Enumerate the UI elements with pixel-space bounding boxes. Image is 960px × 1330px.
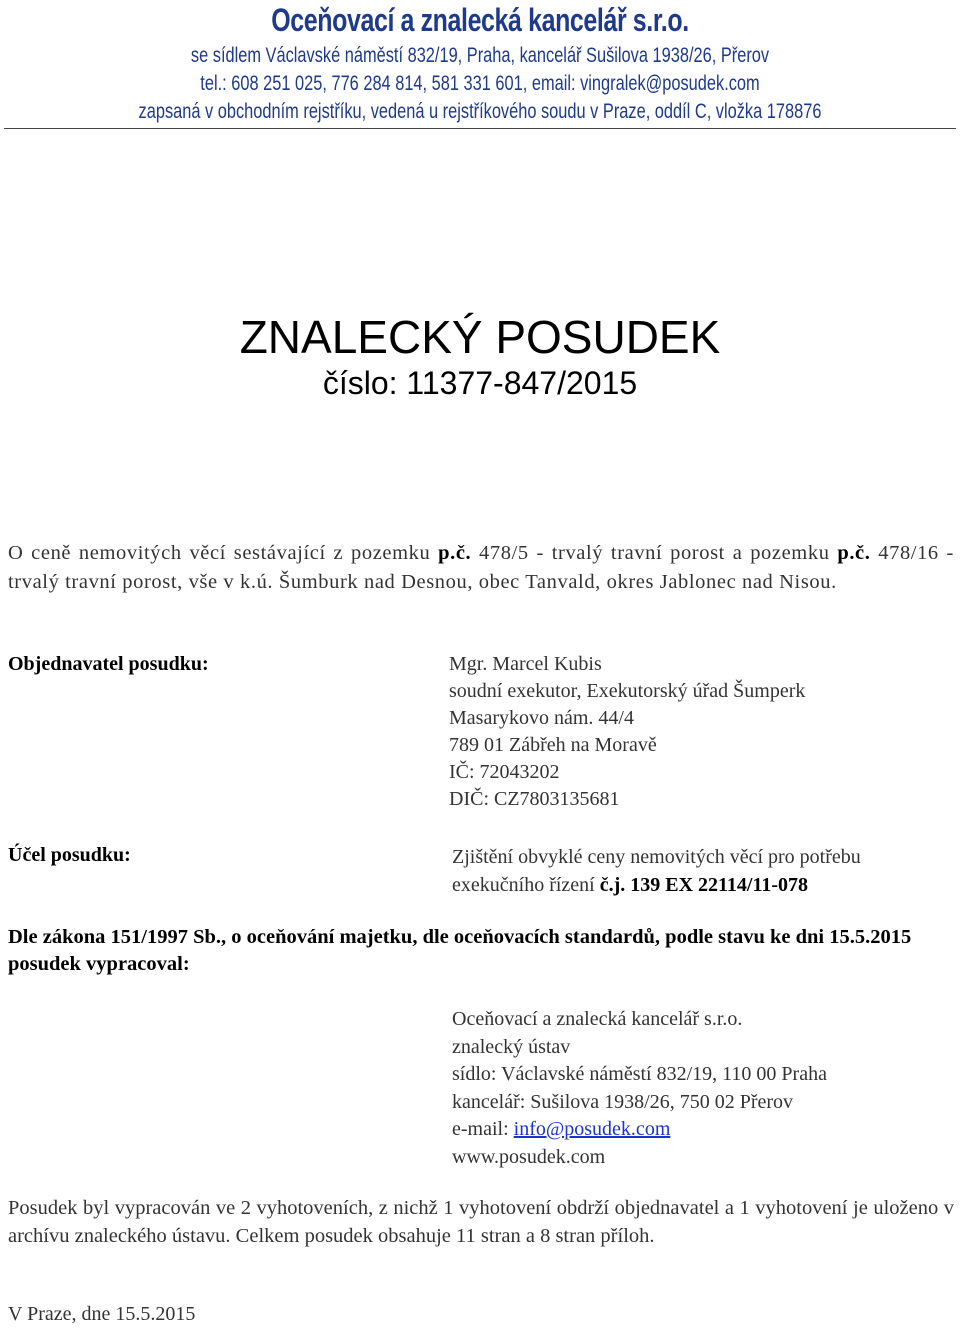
law-statement: Dle zákona 151/1997 Sb., o oceňování majetku, dle oceňovacích standardů, podle stavu ke dni 15.5.2015 posudek vypracoval: [8,926,912,975]
document-number: číslo: 11377-847/2015 [322,365,638,401]
parcel2-text: 478/16 - trvalý travní porost, vše v k.ú. Šumburk nad Desnou, obec Tanvald, okres Jablonec nad Nisou. [8,542,954,593]
author-name: Oceňovací a znalecká kancelář s.r.o. [452,1008,743,1030]
author-details [452,1006,827,1171]
company-address: se sídlem Václavské náměstí 832/19, Praha, kancelář Sušilova 1938/26, Přerov [190,44,770,67]
subject-prefix: O ceně nemovitých věcí sestávající z pozemku [8,542,439,564]
client-label: Objednavatel posudku: [8,653,209,675]
client-dic: DIČ: CZ7803135681 [449,788,620,810]
client-street: Masarykovo nám. 44/4 [449,707,634,729]
client-name: Mgr. Marcel Kubis [449,653,602,675]
document-title: ZNALECKÝ POSUDEK [239,311,721,363]
author-type: znalecký ústav [452,1035,571,1058]
email-link[interactable]: info@posudek.com [513,1118,671,1140]
purpose-line-2 [452,871,861,899]
parcel1-text: 478/5 - trvalý travní porost a pozemku [471,542,838,564]
client-city: 789 01 Zábřeh na Moravě [449,734,657,756]
author-seat: sídlo: Václavské náměstí 832/19, 110 00 Praha [452,1063,827,1085]
company-name: Oceňovací a znalecká kancelář s.r.o. [271,2,689,38]
purpose-label: Účel posudku: [8,844,131,866]
parcel1-label: p.č. [438,542,472,564]
header-divider [4,128,956,129]
case-number: č.j. 139 EX 22114/11-078 [599,874,809,896]
author-email-line [452,1116,827,1144]
author-web: www.posudek.com [452,1145,606,1168]
client-office: soudní exekutor, Exekutorský úřad Šumperk [449,680,806,702]
company-registry: zapsaná v obchodním rejstříku, vedená u rejstříkového soudu v Praze, oddíl C, vložka 178876 [138,100,822,123]
subject-paragraph [8,539,954,597]
company-contact: tel.: 608 251 025, 776 284 814, 581 331 601, email: vingralek@posudek.com [200,72,760,95]
purpose-details [452,843,861,899]
client-details [449,651,805,813]
client-ic: IČ: 72043202 [449,761,560,783]
place-date: V Praze, dne 15.5.2015 [8,1303,196,1325]
parcel2-label: p.č. [837,542,871,564]
purpose-text-1: Zjištění obvyklé ceny nemovitých věcí pro potřebu [452,846,861,868]
email-label: e-mail: [452,1118,514,1140]
purpose-text-2: exekučního řízení [452,874,600,896]
author-office: kancelář: Sušilova 1938/26, 750 02 Přerov [452,1090,794,1113]
closing-paragraph: Posudek byl vypracován ve 2 vyhotoveních, z nichž 1 vyhotovení obdrží objednavatel a 1 vyhotovení je uloženo v archívu znaleckého ústavu. Celkem posudek obsahuje 11 stran a 8 stran příloh. [8,1197,954,1247]
